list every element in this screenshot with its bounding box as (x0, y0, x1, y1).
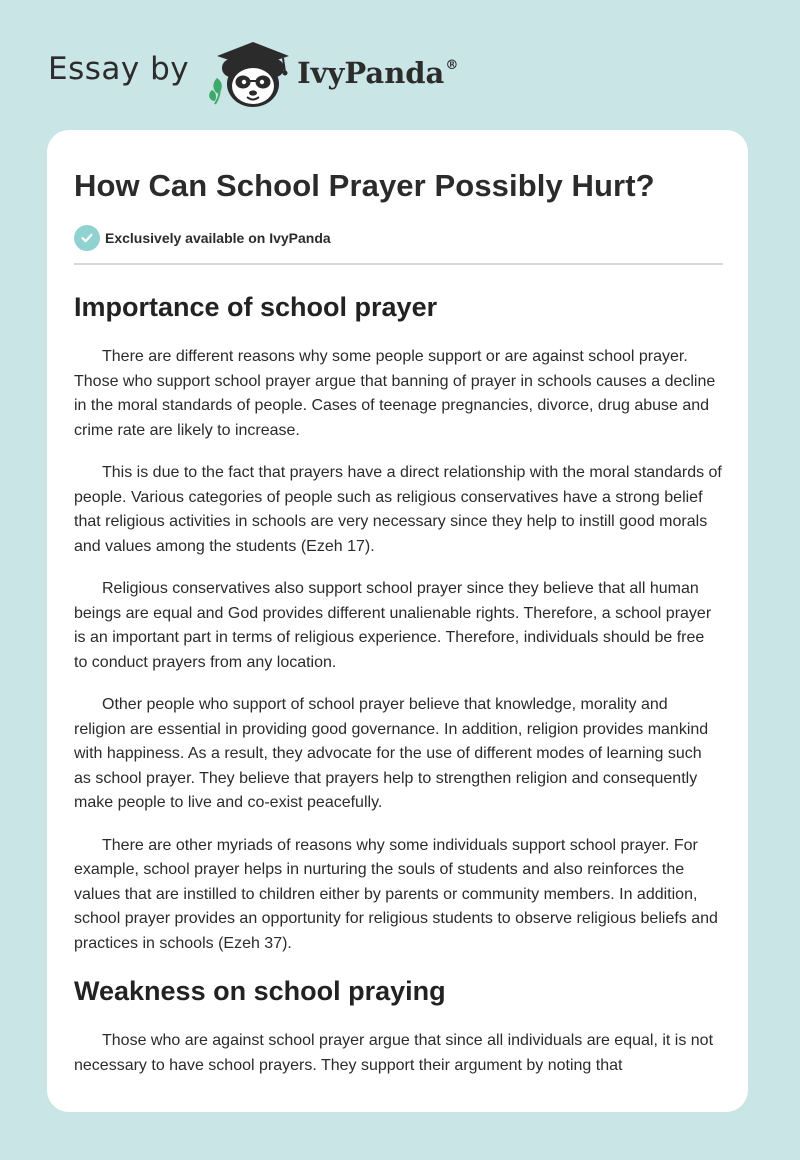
paragraph: Those who are against school prayer argue that since all individuals are equal, it is not necessary to have school prayers. They support their argument by noting that (74, 1032, 714, 1074)
paragraph: Religious conservatives also support school prayer since they believe that all human beings are equal and God provides different unalienable rights. Therefore, a school prayer is an important part in terms of religious experience. Therefore, individuals should be free to conduct prayers from any location. (74, 580, 712, 671)
essay-card (47, 130, 748, 1112)
section-heading: Importance of school prayer (74, 292, 438, 322)
exclusive-badge (74, 225, 722, 251)
panda-logo-icon (203, 38, 295, 110)
paragraph: This is due to the fact that prayers have a direct relationship with the moral standards of people. Various categories of people such as religious conservatives have a strong belief that religious activities in schools are very necessary since they help to instill good morals and values among the students (Ezeh 17). (74, 464, 722, 555)
title-divider (74, 263, 723, 265)
paragraph: There are different reasons why some people support or are against school prayer. Those who support school prayer argue that banning of prayer in schools causes a decline in the moral standards of people. Cases of teenage pregnancies, divorce, drug abuse and crime rate are likely to increase. (74, 348, 716, 439)
badge-label: Exclusively available on IvyPanda (105, 230, 331, 246)
registered-mark: ® (445, 58, 459, 73)
brand-prefix: Essay by (48, 51, 190, 87)
brand-name: IvyPanda® (297, 56, 459, 90)
checkmark-icon (74, 225, 100, 251)
section-heading: Weakness on school praying (74, 976, 446, 1006)
paragraph: Other people who support of school prayer believe that knowledge, morality and religion are essential in providing good governance. In addition, religion provides mankind with happiness. As a result, they advocate for the use of different modes of learning such as school prayer. They believe that prayers help to strengthen religion and consequently make people to live and co-exist peacefully. (74, 696, 709, 811)
site-brand[interactable] (48, 38, 458, 110)
page-title: How Can School Prayer Possibly Hurt? (74, 168, 655, 203)
paragraph: There are other myriads of reasons why some individuals support school prayer. For example, school prayer helps in nurturing the souls of students and also reinforces the values that are instilled to children either by parents or community members. In addition, school prayer provides an opportunity for religious students to observe religious beliefs and practices in schools (Ezeh 37). (74, 836, 718, 952)
